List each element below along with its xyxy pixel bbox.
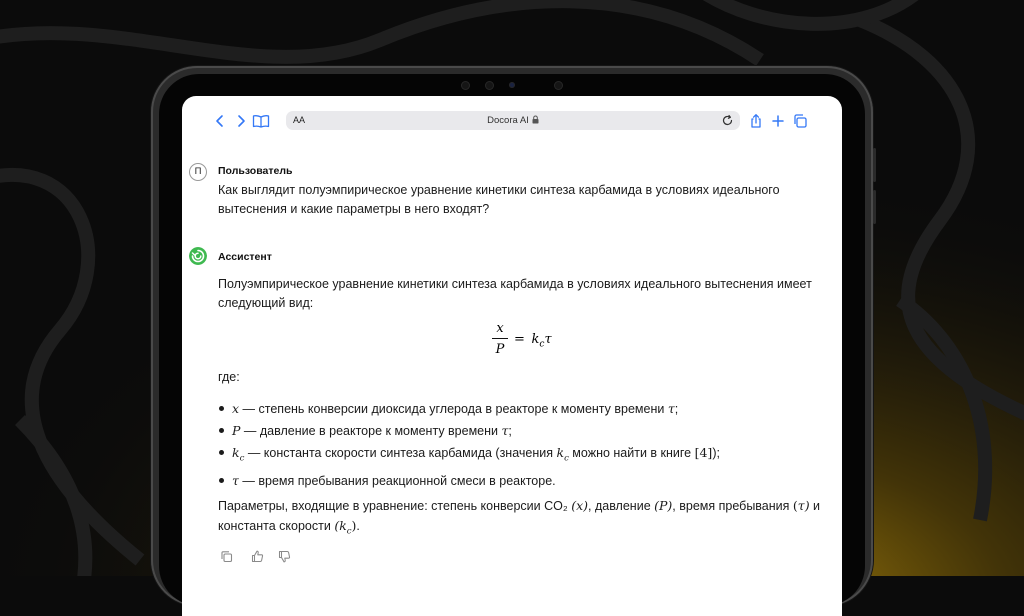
assistant-role-label: Ассистент (218, 251, 272, 263)
list-item (218, 442, 720, 470)
sensor-icon (485, 81, 494, 90)
volume-button (873, 190, 876, 224)
def-tail-symbol: τ (501, 423, 509, 438)
browser-toolbar (182, 96, 842, 146)
list-item (218, 470, 720, 492)
formula-fraction (492, 320, 508, 358)
domain-label: Docora AI (487, 115, 529, 126)
def-mid-subscript: c (564, 453, 569, 464)
copy-icon[interactable] (220, 550, 233, 563)
where-label: где: (218, 370, 240, 384)
formula (492, 320, 572, 362)
formula-equals: = (514, 332, 525, 347)
def-text: — время пребывания реакционной смеси в реакторе. (238, 473, 556, 488)
formula-k-subscript: c (539, 339, 545, 350)
formula-denominator: P (495, 342, 505, 357)
def-text: — константа скорости синтеза карбамида (значения (244, 446, 557, 460)
volume-button (873, 148, 876, 182)
text-size-button[interactable]: AA (293, 115, 306, 125)
user-avatar: П (189, 163, 207, 181)
bookmarks-book-icon[interactable] (252, 113, 270, 129)
assistant-logo-icon (189, 247, 207, 265)
definitions-list (218, 398, 720, 492)
new-tab-plus-icon[interactable] (770, 113, 786, 129)
formula-numerator: x (496, 321, 504, 336)
def-symbol: x (232, 401, 240, 416)
share-icon[interactable] (748, 113, 764, 129)
def-symbol: P (232, 423, 241, 438)
summary-symbol: τ) (797, 498, 810, 513)
def-symbol: τ (232, 472, 239, 488)
list-item (218, 420, 720, 442)
thumbs-up-icon[interactable] (251, 550, 264, 563)
fraction-bar (492, 338, 508, 339)
formula-k: k (531, 332, 540, 347)
user-role-label: Пользователь (218, 165, 293, 177)
address-bar-domain (286, 115, 740, 126)
summary-end: . (356, 519, 360, 533)
summary-symbol: ( (792, 498, 798, 513)
back-chevron-icon[interactable] (212, 113, 228, 129)
thumbs-down-icon[interactable] (278, 550, 291, 563)
reload-icon[interactable] (721, 114, 734, 127)
def-end: ; (674, 402, 679, 416)
summary-text: , давление (588, 499, 655, 513)
summary-subscript: c (346, 526, 352, 537)
sensor-icon (461, 81, 470, 90)
def-text: — степень конверсии диоксида углерода в реакторе к моменту времени (239, 402, 668, 416)
forward-chevron-icon[interactable] (233, 113, 249, 129)
summary-symbol: ) (351, 518, 357, 533)
camera-icon (509, 82, 515, 88)
assistant-intro: Полуэмпирическое уравнение кинетики синтеза карбамида в условиях идеального вытеснения имеет следующий вид: (218, 277, 812, 310)
def-symbol-subscript: c (239, 453, 245, 464)
def-text: — давление в реакторе к моменту времени (240, 424, 502, 438)
summary-symbol: (k (334, 518, 347, 533)
summary-symbol: (x) (571, 498, 589, 513)
def-tail-symbol: τ (667, 401, 675, 416)
sensor-icon (554, 81, 563, 90)
summary-text: и константа скорости (218, 499, 821, 533)
summary-text: , время пребывания (672, 499, 793, 513)
def-text-2: можно найти в книге (568, 446, 695, 460)
def-symbol: k (232, 445, 240, 460)
def-reference: [4] (694, 445, 713, 460)
tablet-frame (151, 66, 873, 606)
list-item (218, 398, 720, 420)
user-message: Как выглядит полуэмпирическое уравнение кинетики синтеза карбамида в условиях идеального вытеснения и какие параметры в него входят? (218, 183, 780, 216)
def-mid-symbol: k (556, 445, 565, 460)
def-end: ; (508, 424, 512, 438)
def-end: ); (712, 446, 720, 460)
browser-screen (182, 96, 842, 616)
lock-icon (532, 115, 539, 124)
assistant-summary (218, 496, 830, 542)
address-bar[interactable] (286, 111, 740, 130)
summary-text: Параметры, входящие в уравнение: степень конверсии CO₂ (218, 499, 572, 513)
formula-tau: τ (544, 332, 552, 347)
summary-symbol: (P) (654, 498, 673, 513)
tabs-overview-icon[interactable] (792, 113, 808, 129)
formula-rhs (514, 331, 552, 350)
